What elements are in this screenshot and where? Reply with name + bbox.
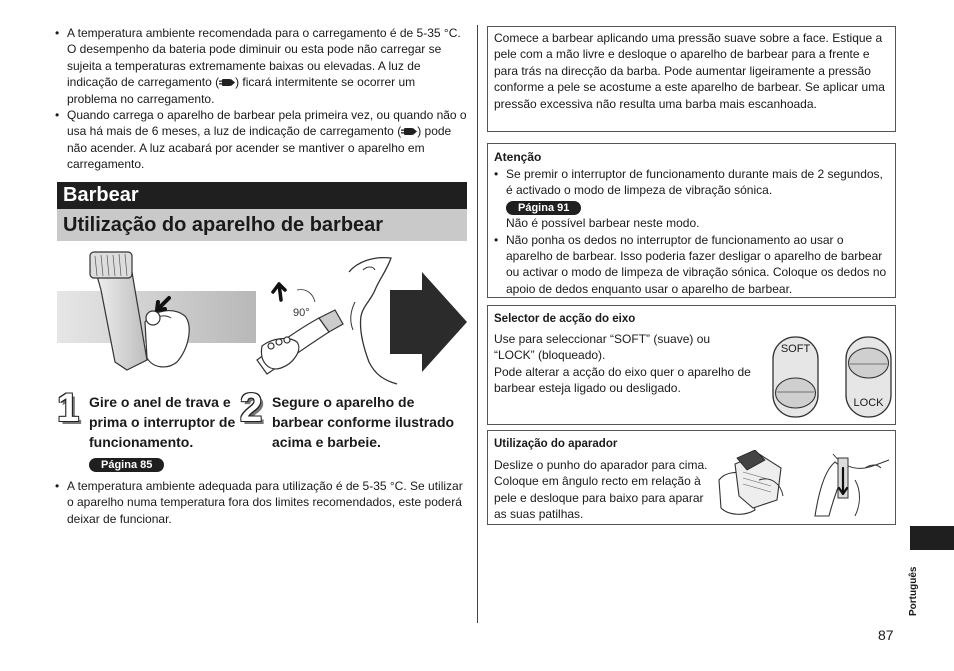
intro-notes [55,25,467,173]
step-1-text: Gire o anel de trava e prima o interruptor de funcionamento. [89,394,236,450]
soft-switch[interactable] [772,336,819,418]
tip-box: Comece a barbear aplicando uma pressão suave sobre a face. Estique a pele com a mão livre e desloque o aparelho de barbear para a frente e para trás na direcção da barba. Pode aumentar ligeiramente a pressão conforme a pele se acostume a este aparelho de barbear. Se aplicar uma pressão excessiva não resulta uma barba mais escanhoada. [487,26,896,132]
charging-plug-icon [219,75,235,84]
selector-box [487,305,896,425]
shaving-illustration-art [57,250,467,385]
selector-title: Selector de acção do eixo [494,313,636,325]
step-1-page-badge[interactable]: Página 85 [89,455,164,473]
selector-text-2: Pode alterar a acção do eixo quer o aparelho de barbear esteja ligado ou desligado. [494,364,751,396]
attention-bullet-sonic-mode: • Se premir o interruptor de funcionamento durante mais de 2 segundos, é activado o modo de limpeza de vibração sónica. Página 91 Não é possível barbear neste modo. [494,166,889,232]
soft-label: SOFT [780,343,811,355]
note-usage-temperature: • A temperatura ambiente adequada para utilização é de 5-35 °C. Se utilizar o aparelho numa temperatura fora dos limites recomendados, este poderá deixar de funcionar. [55,478,467,527]
language-label: Português [908,566,919,616]
section-title: Barbear [57,182,467,209]
shaving-illustration [57,250,467,385]
attention-title: Atenção [494,150,542,164]
step-1-number: 1 [57,386,80,430]
trimmer-title: Utilização do aparador [494,438,618,450]
attention-bullet-fingers: • Não ponha os dedos no interruptor de funcionamento ao usar o aparelho de barbear. Isso poderia fazer desligar o aparelho de barbear ou activar o modo de limpeza de vibração sónica. Coloque os dedos no apoio de dedos enquanto usar o aparelho de barbear. [494,232,889,298]
step-2-text: Segure o aparelho de barbear conforme ilustrado acima e barbeie. [272,394,455,450]
selector-text-1: Use para seleccionar “SOFT” (suave) ou “LOCK” (bloqueado). [494,332,711,363]
lock-switch[interactable] [845,336,892,418]
charging-plug-icon [401,124,417,133]
page-number: 87 [878,627,894,643]
angle-label: 90° [293,307,310,319]
bottom-note [55,478,467,527]
page-91-badge[interactable]: Página 91 [506,201,581,215]
language-side-tab [910,526,954,550]
column-divider [477,25,478,623]
trimmer-illustration [715,450,890,520]
step-2-number: 2 [240,386,263,430]
attention-box [487,143,896,298]
note-first-charge: • Quando carrega o aparelho de barbear pela primeira vez, ou quando não o usa há mais de 6 meses, a luz de indicação de carregamento ( ) pode não acender. A luz acabará por acender se mantiver o aparelho em carregamento. [55,107,467,173]
trimmer-text: Deslize o punho do aparador para cima. Coloque em ângulo recto em relação à pele e desloque para baixo para aparar as suas patilhas. [494,458,708,522]
subsection-title: Utilização do aparelho de barbear [57,209,467,241]
attention-note: Não é possível barbear neste modo. [506,216,700,231]
note-charging-temperature: • A temperatura ambiente recomendada para o carregamento é de 5-35 °C. O desempenho da bateria pode diminuir ou esta pode não carregar se sujeita a temperaturas extremamente baixas ou elevadas. A luz de indicação de carregamento ( ) ficará intermitente se ocorrer um problema no carregamento. [55,25,467,107]
lock-label: LOCK [853,397,884,409]
